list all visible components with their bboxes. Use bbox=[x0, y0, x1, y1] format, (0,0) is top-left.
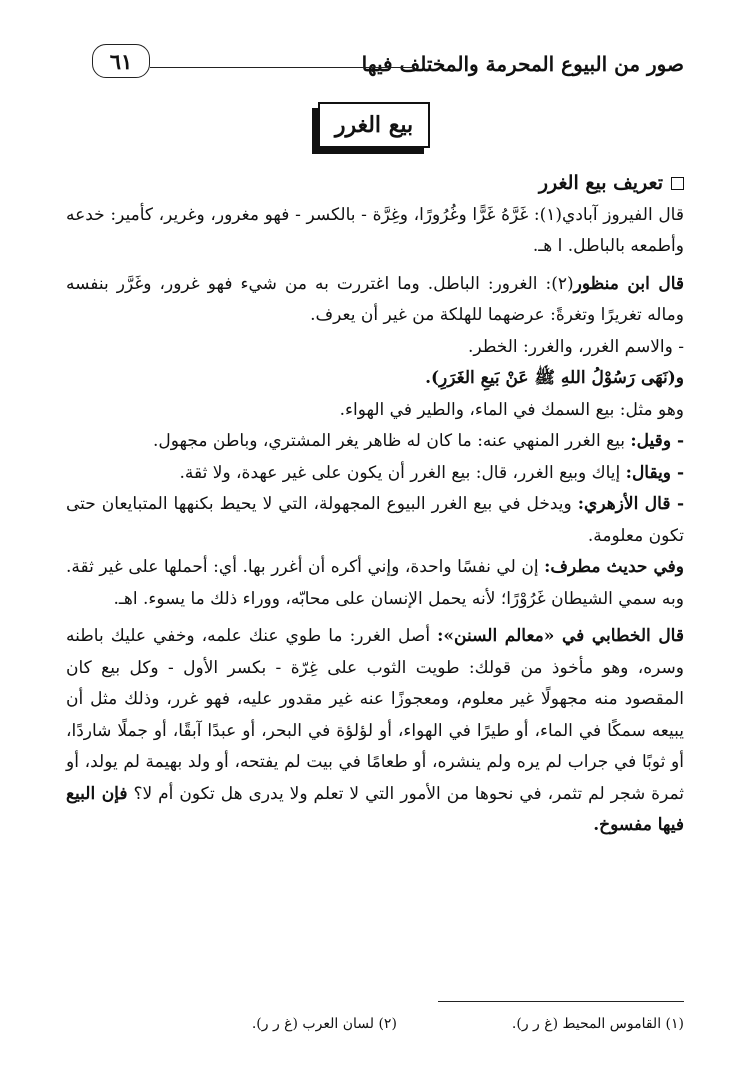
paragraph-yuqal bbox=[66, 458, 684, 490]
paragraph-azhari bbox=[66, 489, 684, 552]
text-ibn-manzur: (٢): الغرور: الباطل. وما اغتررت به من شيء فهو غرور، وغَرَّر بنفسه وماله تغريرًا وتغرةً: عرضهما للهلكة من غير أن يعرف. bbox=[66, 273, 684, 325]
tail-khattabi: فإن البيع فيها مفسوخ. bbox=[66, 783, 684, 835]
text-khattabi: أصل الغرر: ما طوي عنك علمه، وخفي عليك باطنه وسره، وهو مأخوذ من قولك: طويت الثوب على غِرّة - بكسر الأول - وكل بيع كان المقصود منه مجهولًا غير معلوم، ومعجوزًا عنه غير مقدور عليه، فهو غرر، وذلك مثل أن يبيعه سمكًا في الماء، أو طيرًا في الهواء، أو لؤلؤة في البحر، أو عبدًا آبقًا، أو جملًا شاردًا، أو ثوبًا في جراب لم يره ولم ينشره، أو طعامًا في بيت لم يفتحه، أو ولد بهيمة لم يولد، أو ثمرة شجر لم تثمر، في نحوها من الأمور التي لا تعلم ولا يدرى هل تكون أم لا؟ bbox=[66, 626, 685, 804]
paragraph-qil bbox=[66, 426, 684, 458]
lead-azhari: - قال الأزهري: bbox=[577, 494, 685, 514]
footnote-rule bbox=[438, 1001, 684, 1002]
lead-ibn-manzur: قال ابن منظور bbox=[573, 273, 684, 294]
paragraph-mutarrif bbox=[66, 552, 684, 615]
paragraph-ibn-manzur bbox=[66, 269, 684, 332]
lead-khattabi: قال الخطابي في «معالم السنن»: bbox=[437, 626, 684, 646]
paragraph-hadith: و(نَهَى رَسُوْلُ اللهِ ﷺ عَنْ بَيعِ الغَرَرِ). bbox=[425, 368, 684, 388]
running-title: صور من البيوع المحرمة والمختلف فيها bbox=[361, 52, 684, 76]
body-text bbox=[66, 168, 684, 842]
section-title: بيع الغرر bbox=[318, 102, 430, 148]
subheading-text: تعريف بيع الغرر bbox=[538, 172, 663, 194]
square-bullet-icon bbox=[671, 177, 684, 190]
paragraph-example: وهو مثل: بيع السمك في الماء، والطير في الهواء. bbox=[339, 399, 684, 420]
text-yuqal: إياك وبيع الغرر، قال: بيع الغرر أن يكون على غير عهدة، ولا ثقة. bbox=[179, 462, 626, 483]
lead-mutarrif: وفي حديث مطرف: bbox=[544, 557, 685, 577]
footnote-1: (١) القاموس المحيط (غ ر ر). bbox=[511, 1016, 684, 1032]
lead-qil: - وقيل: bbox=[630, 431, 684, 451]
paragraph-fairuzabadi: قال الفيروز آبادي(١): غَرَّهُ غَرًّا وغُرُورًا، وغِرَّة - بالكسر - فهو مغرور، وغرير، كأمير: خدعه وأطمعه بالباطل. ا هـ. bbox=[66, 204, 684, 256]
text-azhari: ويدخل في بيع الغرر البيوع المجهولة، التي لا يحيط بكنهها المتبايعان حتى تكون معلومة. bbox=[66, 494, 684, 546]
paragraph-khattabi bbox=[66, 621, 684, 842]
paragraph-ism: - والاسم الغرر، والغرر: الخطر. bbox=[468, 336, 684, 357]
header-rule bbox=[150, 67, 415, 68]
subheading bbox=[66, 168, 684, 200]
text-mutarrif: إن لي نفسًا واحدة، وإني أكره أن أغرر بها. أي: أحملها على غير ثقة. وبه سمي الشيطان غَرُوْرًا؛ لأنه يحمل الإنسان على محابّه، ووراء ذلك ما يسوء. اهـ. bbox=[66, 557, 684, 609]
page-number: ٦١ bbox=[92, 44, 150, 78]
lead-yuqal: - ويقال: bbox=[625, 462, 684, 483]
text-qil: بيع الغرر المنهي عنه: ما كان له ظاهر يغر المشتري، وباطن مجهول. bbox=[153, 431, 631, 451]
footnotes bbox=[124, 1016, 684, 1032]
footnote-2: (٢) لسان العرب (غ ر ر). bbox=[251, 1016, 397, 1032]
